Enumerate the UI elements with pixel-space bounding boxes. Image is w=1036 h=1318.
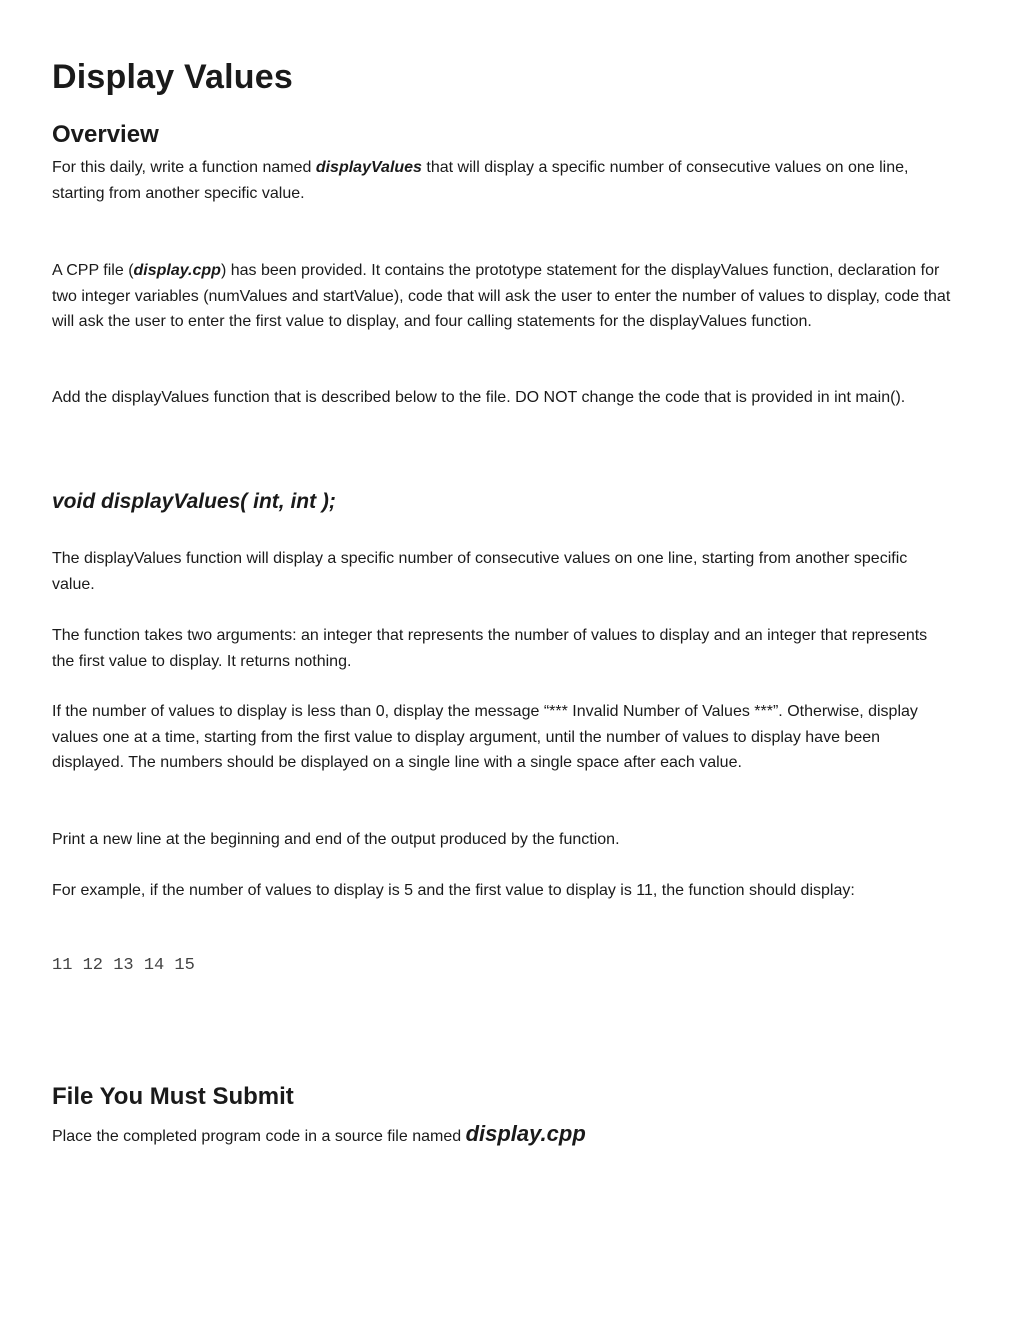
function-paragraph-4: Print a new line at the beginning and end of the output produced by the function. [52,831,620,848]
example-output-code: 11 12 13 14 15 [52,956,195,975]
file-name-emphasis: display.cpp [133,262,221,279]
overview-p1-text-rest: that will display a specific number of consecutive values on one line, starting from another specific value. [52,159,909,202]
overview-paragraph-3: Add the displayValues function that is described below to the file. DO NOT change the code that is provided in int main(). [52,389,906,406]
function-paragraph-3: If the number of values to display is less than 0, display the message “*** Invalid Number of Values ***”. Otherwise, display values one at a time, starting from the first value to display argument, until the number of values to display have been displayed. The numbers should be displayed on a single line with a single space after each value. [52,703,918,771]
overview-p1-text: For this daily, write a function named [52,159,316,176]
overview-p2-text-rest: ) has been provided. It contains the prototype statement for the displayValues function, declaration for two integer variables (numValues and startValue), code that will ask the user to enter the number of values to display, code that will ask the user to enter the first value to display, and four calling statements for the displayValues function. [52,262,951,330]
function-signature-heading: void displayValues( int, int ); [52,490,336,513]
function-name-emphasis: displayValues [315,159,422,176]
submit-paragraph [52,1121,952,1150]
page-title: Display Values [52,58,293,96]
submit-heading: File You Must Submit [52,1083,294,1110]
overview-p2-text: A CPP file ( [52,262,134,279]
overview-paragraph-1 [52,155,952,206]
overview-heading: Overview [52,121,159,148]
submit-file-name: display.cpp [465,1121,586,1146]
overview-paragraph-2 [52,258,952,335]
function-paragraph-5: For example, if the number of values to display is 5 and the first value to display is 11, the function should display: [52,882,855,899]
submit-text: Place the completed program code in a source file named [52,1128,466,1145]
function-paragraph-1: The displayValues function will display a specific number of consecutive values on one line, starting from another specific value. [52,550,908,593]
function-paragraph-2: The function takes two arguments: an integer that represents the number of values to display and an integer that represents the first value to display. It returns nothing. [52,627,928,670]
